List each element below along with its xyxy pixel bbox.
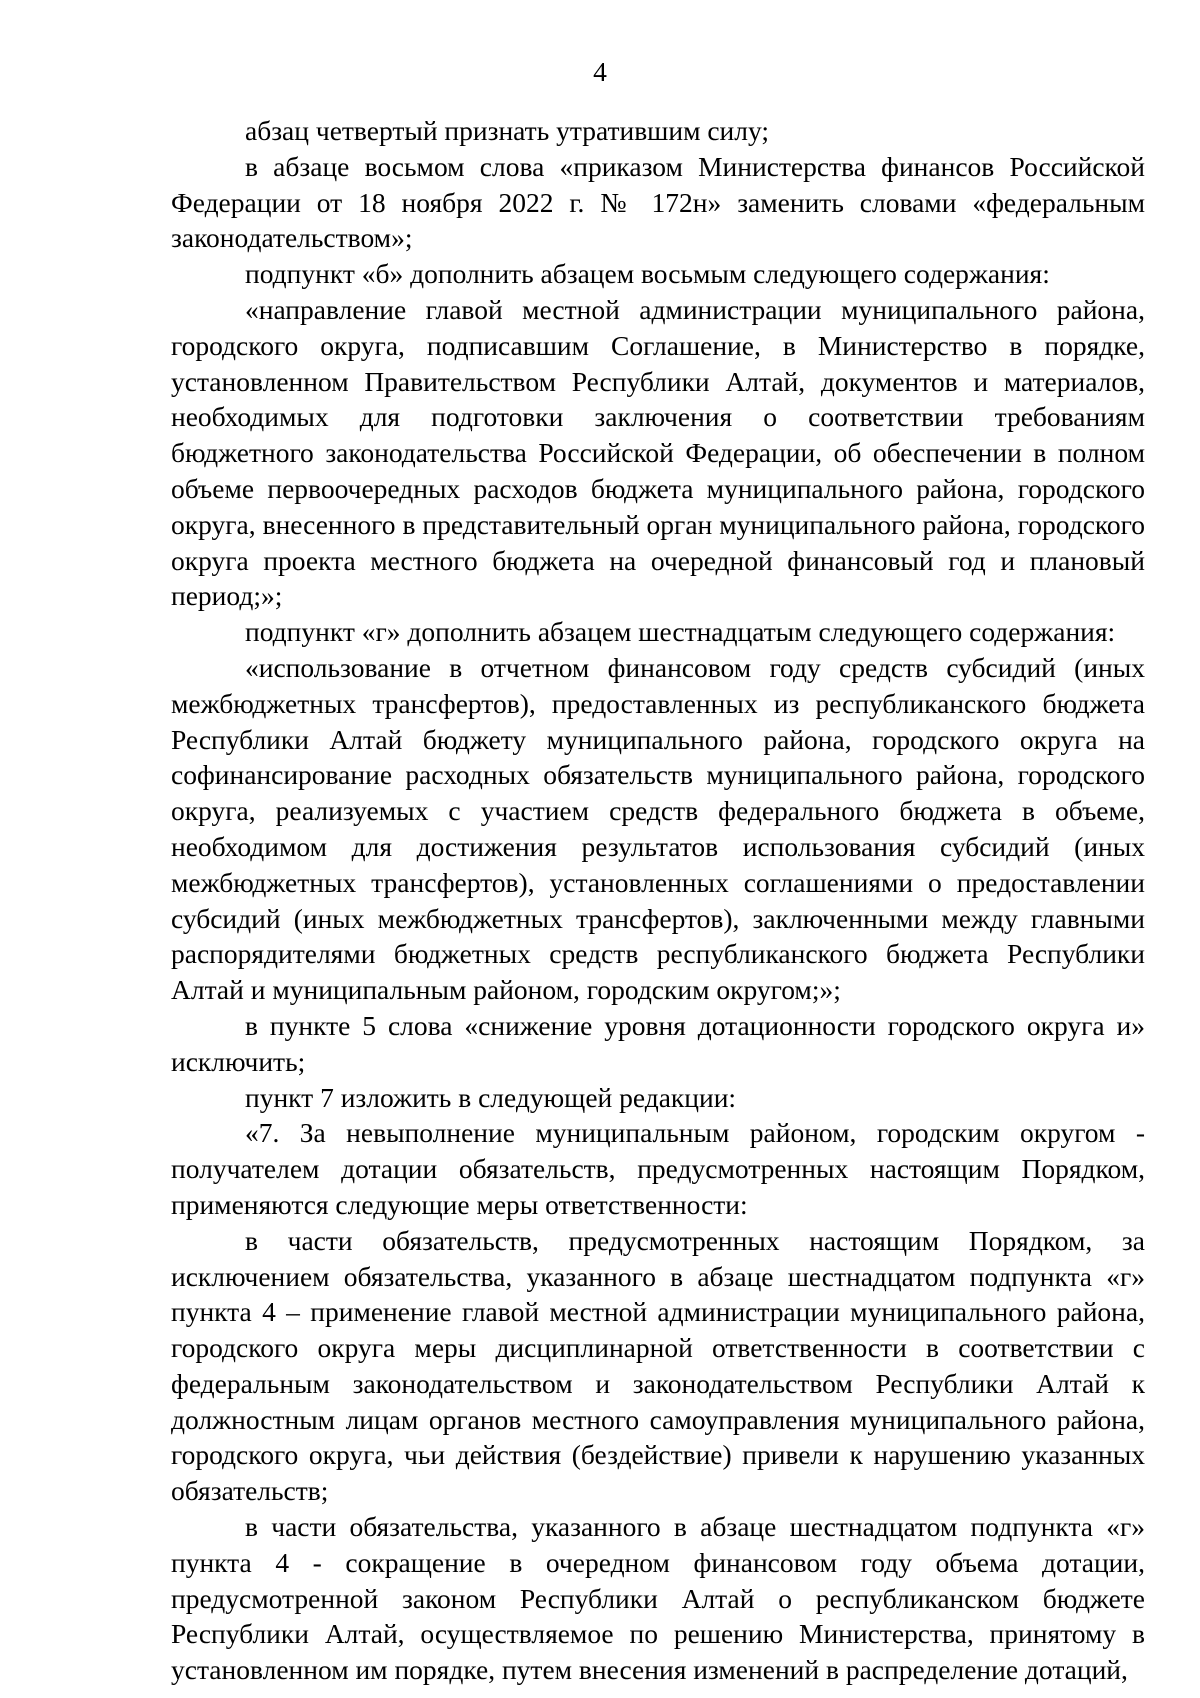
paragraph-11: в части обязательства, указанного в абзаце шестнадцатом подпункта «г» пункта 4 - сокращение в очередном финансовом году объема дотации, предусмотренной законом Республики Алтай о республиканском бюджете Республики Алтай, осуществляемое по решению Министерства, принятому в установленном им порядке, путем внесения изменений в распределение дотаций,	[171, 1511, 1145, 1686]
document-body	[171, 113, 1145, 1688]
paragraph-10: в части обязательств, предусмотренных настоящим Порядком, за исключением обязательства, указанного в абзаце шестнадцатом подпункта «г» пункта 4 – применение главой местной администрации муниципального района, городского округа меры дисциплинарной ответственности в соответствии с федеральным законодательством и законодательством Республики Алтай к должностным лицам органов местного самоуправления муниципального района, городского округа, чьи действия (бездействие) привели к нарушению указанных обязательств;	[171, 1224, 1145, 1507]
paragraph-7: в пункте 5 слова «снижение уровня дотационности городского округа и» исключить;	[171, 1009, 1145, 1077]
paragraph-5: подпункт «г» дополнить абзацем шестнадцатым следующего содержания:	[245, 616, 1116, 648]
paragraph-1: абзац четвертый признать утратившим силу;	[245, 115, 770, 146]
page-number: 4	[593, 56, 607, 87]
paragraph-9: «7. За невыполнение муниципальным районом, городским округом - получателем дотации обязательств, предусмотренных настоящим Порядком, применяются следующие меры ответственности:	[171, 1117, 1145, 1220]
paragraph-3: подпункт «б» дополнить абзацем восьмым следующего содержания:	[245, 258, 1050, 290]
paragraph-8: пункт 7 изложить в следующей редакции:	[245, 1081, 737, 1113]
paragraph-2: в абзаце восьмом слова «приказом Министерства финансов Российской Федерации от 18 ноября 2022 г. № 172н» заменить словами «федеральным законодательством»;	[171, 150, 1145, 254]
paragraph-6: «использование в отчетном финансовом году средств субсидий (иных межбюджетных трансфертов), предоставленных из республиканского бюджета Республики Алтай бюджету муниципального района, городского округа на софинансирование расходных обязательств муниципального района, городского округа, реализуемых с участием средств федерального бюджета в объеме, необходимом для достижения результатов использования субсидий (иных межбюджетных трансфертов), установленных соглашениями о предоставлении субсидий (иных межбюджетных трансфертов), заключенными между главными распорядителями бюджетных средств республиканского бюджета Республики Алтай и муниципальным районом, городским округом;»;	[171, 651, 1145, 1006]
paragraph-4: «направление главой местной администрации муниципального района, городского округа, подписавшим Соглашение, в Министерство в порядке, установленном Правительством Республики Алтай, документов и материалов, необходимых для подготовки заключения о соответствии требованиям бюджетного законодательства Российской Федерации, об обеспечении в полном объеме первоочередных расходов бюджета муниципального района, городского округа, внесенного в представительный орган муниципального района, городского округа проекта местного бюджета на очередной финансовый год и плановый период;»;	[171, 293, 1145, 612]
